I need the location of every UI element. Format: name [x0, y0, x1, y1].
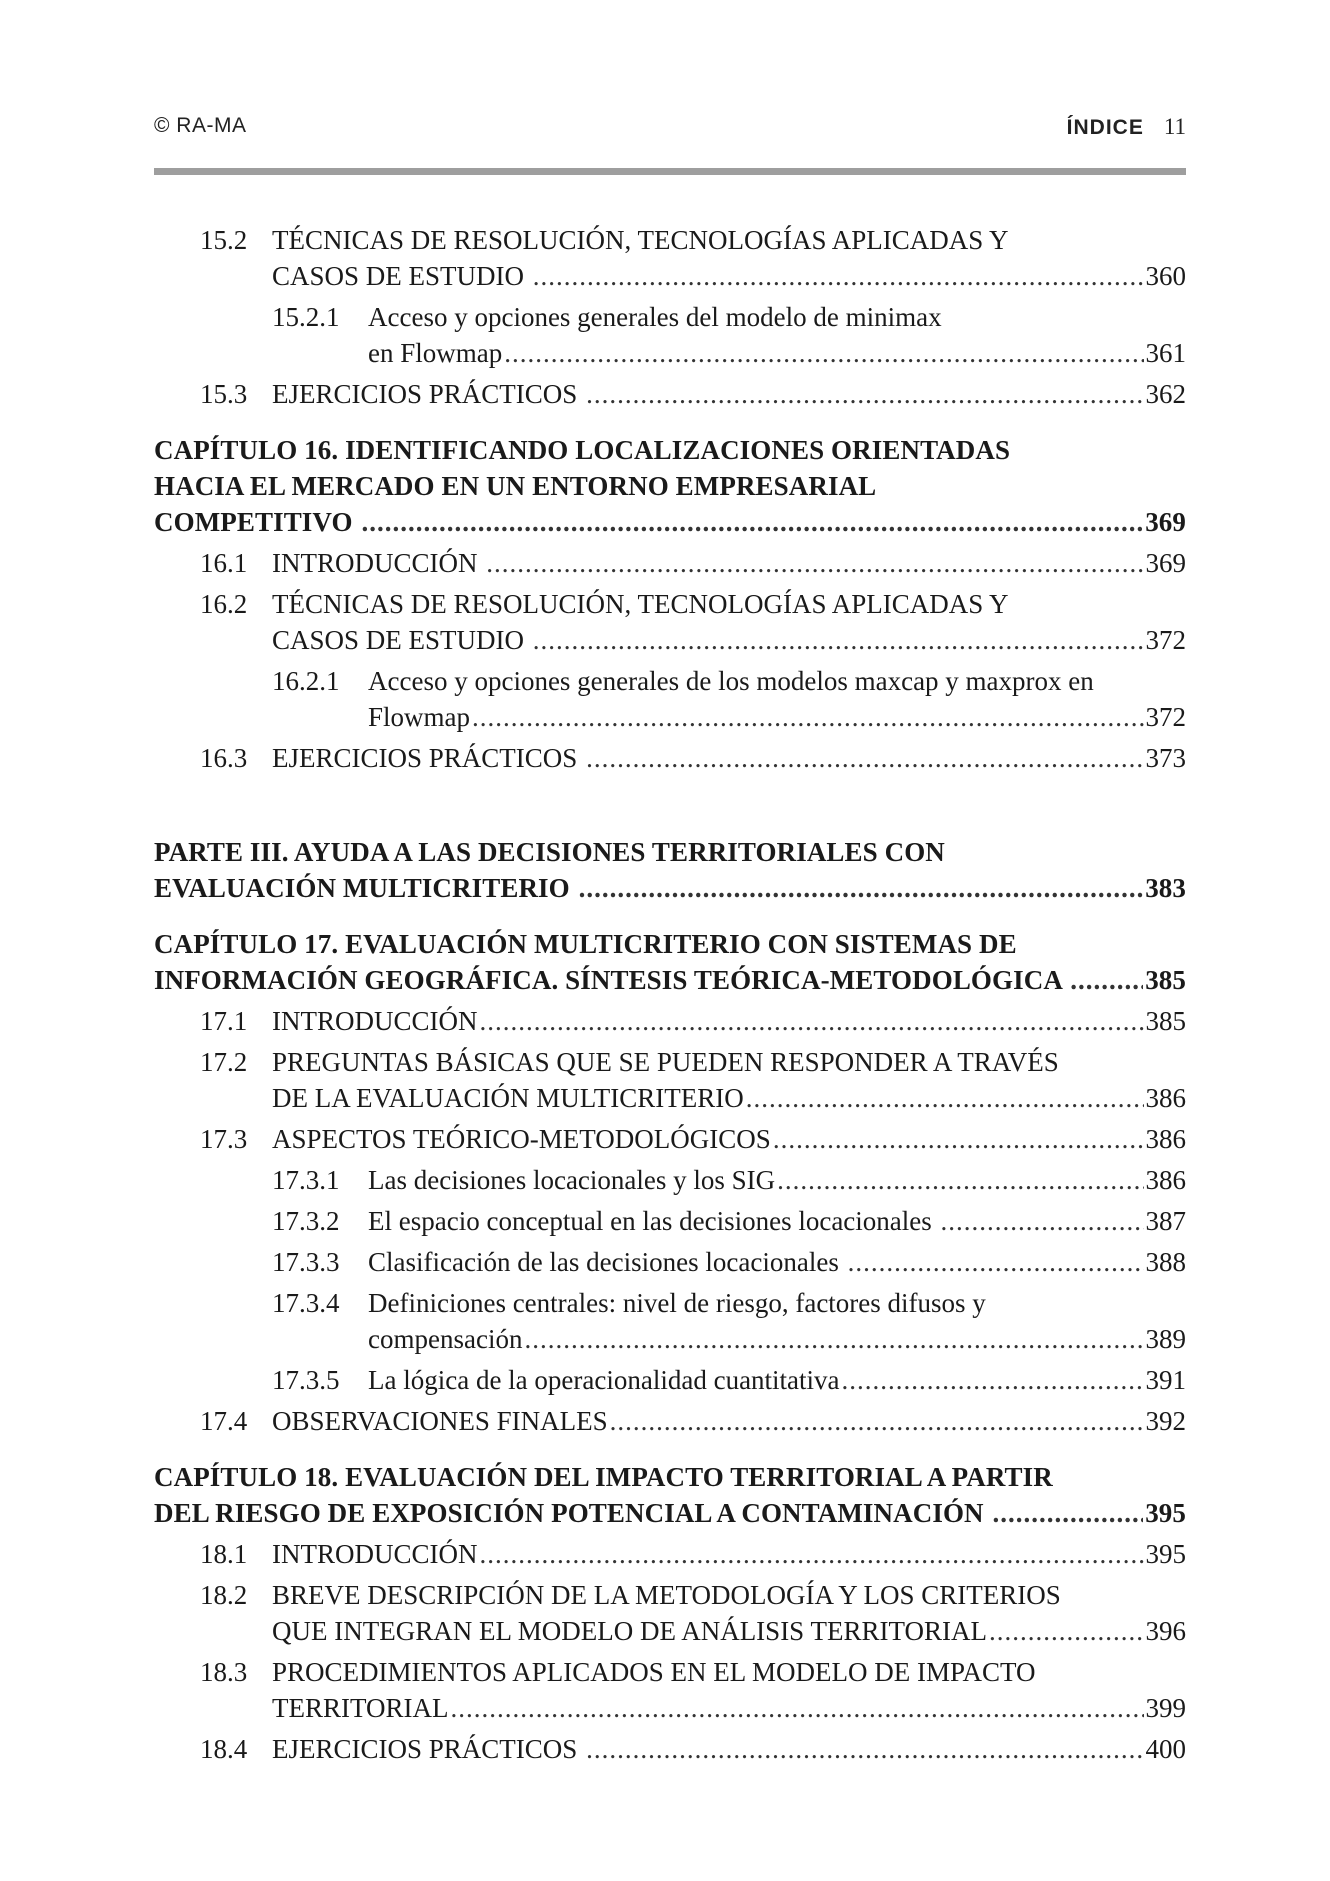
- dot-leader: [993, 1495, 1144, 1531]
- toc-entry-title: INTRODUCCIÓN: [272, 548, 485, 578]
- toc-entry-title: La lógica de la operacionalidad cuantitativa: [368, 1365, 840, 1395]
- header-right: [1067, 114, 1186, 140]
- toc-entry-leader-line: [272, 622, 1186, 658]
- toc-entry-title: EVALUACIÓN MULTICRITERIO: [154, 873, 577, 903]
- toc-entry-leader-line: [272, 1613, 1186, 1649]
- toc-page-number: 387: [1145, 1206, 1186, 1236]
- toc-page-number: 369: [1145, 548, 1186, 578]
- page-header: [154, 108, 1186, 148]
- toc-entry-title: INTRODUCCIÓN: [272, 1006, 478, 1036]
- toc-entry-leader-line: [272, 545, 1186, 581]
- toc-entry-title-line: CAPÍTULO 17. EVALUACIÓN MULTICRITERIO CON SISTEMAS DE: [154, 929, 1017, 959]
- toc-entry-number: 17.3.3: [272, 1247, 340, 1277]
- toc-entry-title: COMPETITIVO: [154, 507, 360, 537]
- dot-leader: [848, 1244, 1144, 1280]
- toc-entry-leader-line: [368, 699, 1186, 735]
- toc-page-number: 360: [1145, 261, 1186, 291]
- toc-entry-number: 16.2: [200, 589, 248, 619]
- toc-entry-title: Clasificación de las decisiones locacionales: [368, 1247, 846, 1277]
- dot-leader: [610, 1403, 1144, 1439]
- toc-page-number: 383: [1145, 873, 1186, 903]
- dot-leader: [524, 1321, 1143, 1357]
- dot-leader: [451, 1690, 1144, 1726]
- toc-entry-leader-line: [272, 1731, 1186, 1767]
- dot-leader: [480, 1536, 1144, 1572]
- toc-entry-number: 17.2: [200, 1047, 248, 1077]
- page-number: 11: [1163, 114, 1186, 139]
- toc-entry-number: 16.2.1: [272, 666, 340, 696]
- header-rule: [154, 168, 1186, 175]
- toc-page-number: 389: [1145, 1324, 1186, 1354]
- toc-entry-leader-line: [272, 1080, 1186, 1116]
- toc-page-number: 386: [1145, 1083, 1186, 1113]
- dot-leader: [472, 699, 1143, 735]
- toc-section-entry[interactable]: [154, 1003, 1186, 1039]
- toc-entry-leader-line: [272, 376, 1186, 412]
- toc-entry-title: DE LA EVALUACIÓN MULTICRITERIO: [272, 1083, 744, 1113]
- toc-entry-number: 15.2: [200, 225, 248, 255]
- toc-section-entry[interactable]: [154, 1731, 1186, 1767]
- toc-entry-title-line: TÉCNICAS DE RESOLUCIÓN, TECNOLOGÍAS APLICADAS Y: [272, 225, 1009, 255]
- toc-entry-leader-line: [272, 1536, 1186, 1572]
- dot-leader: [361, 504, 1143, 540]
- toc-page-number: 392: [1145, 1406, 1186, 1436]
- toc-page-number: 400: [1145, 1734, 1186, 1764]
- toc-entry-leader-line: [154, 870, 1186, 906]
- toc-entry-title: compensación: [368, 1324, 523, 1354]
- table-of-contents: [154, 222, 1186, 1772]
- toc-entry-leader-line: [368, 1162, 1186, 1198]
- toc-entry-title: en Flowmap: [368, 338, 503, 368]
- dot-leader: [586, 1731, 1143, 1767]
- toc-section-entry[interactable]: [154, 1044, 1186, 1116]
- toc-entry-leader-line: [368, 335, 1186, 371]
- toc-section-entry[interactable]: [154, 740, 1186, 776]
- toc-page-number: 388: [1145, 1247, 1186, 1277]
- toc-chapter-entry[interactable]: [154, 926, 1186, 998]
- toc-entry-leader-line: [154, 962, 1186, 998]
- dot-leader: [533, 258, 1144, 294]
- toc-entry-title-line: PARTE III. AYUDA A LAS DECISIONES TERRITORIALES CON: [154, 837, 945, 867]
- publisher-mark: © RA-MA: [154, 114, 247, 137]
- toc-entry-title: ASPECTOS TEÓRICO-METODOLÓGICOS: [272, 1124, 771, 1154]
- toc-subsection-entry[interactable]: [154, 1162, 1186, 1198]
- dot-leader: [504, 335, 1143, 371]
- toc-subsection-entry[interactable]: [154, 1244, 1186, 1280]
- toc-entry-leader-line: [272, 1003, 1186, 1039]
- toc-entry-title: OBSERVACIONES FINALES: [272, 1406, 608, 1436]
- toc-entry-title: CASOS DE ESTUDIO: [272, 625, 531, 655]
- toc-entry-title: EJERCICIOS PRÁCTICOS: [272, 1734, 585, 1764]
- toc-page-number: 385: [1145, 965, 1186, 995]
- toc-entry-number: 17.3.4: [272, 1288, 340, 1318]
- toc-entry-leader-line: [154, 1495, 1186, 1531]
- toc-entry-number: 17.3.2: [272, 1206, 340, 1236]
- toc-entry-number: 17.3.1: [272, 1165, 340, 1195]
- toc-chapter-entry[interactable]: [154, 1459, 1186, 1531]
- toc-entry-leader-line: [272, 740, 1186, 776]
- toc-page-number: 396: [1145, 1616, 1186, 1646]
- toc-entry-leader-line: [368, 1321, 1186, 1357]
- toc-subsection-entry[interactable]: [154, 1285, 1186, 1357]
- toc-section-entry[interactable]: [154, 222, 1186, 294]
- toc-entry-leader-line: [272, 1403, 1186, 1439]
- toc-page-number: 395: [1145, 1498, 1186, 1528]
- section-title: ÍNDICE: [1066, 116, 1144, 139]
- toc-entry-leader-line: [368, 1362, 1186, 1398]
- toc-entry-number: 18.3: [200, 1657, 248, 1687]
- toc-subsection-entry[interactable]: [154, 1203, 1186, 1239]
- toc-subsection-entry[interactable]: [154, 299, 1186, 371]
- toc-section-entry[interactable]: [154, 1403, 1186, 1439]
- toc-entry-number: 18.1: [200, 1539, 248, 1569]
- toc-entry-title: TERRITORIAL: [272, 1693, 449, 1723]
- toc-section-entry[interactable]: [154, 1536, 1186, 1572]
- toc-page-number: 399: [1145, 1693, 1186, 1723]
- toc-section-entry[interactable]: [154, 1121, 1186, 1157]
- toc-section-entry[interactable]: [154, 376, 1186, 412]
- toc-section-entry[interactable]: [154, 545, 1186, 581]
- toc-page-number: 385: [1145, 1006, 1186, 1036]
- toc-entry-title-line: PROCEDIMIENTOS APLICADOS EN EL MODELO DE IMPACTO: [272, 1657, 1036, 1687]
- toc-entry-leader-line: [272, 1121, 1186, 1157]
- toc-entry-title-line: Acceso y opciones generales del modelo de minimax: [368, 302, 942, 332]
- toc-entry-number: 15.2.1: [272, 302, 340, 332]
- toc-entry-number: 17.1: [200, 1006, 248, 1036]
- toc-entry-number: 18.2: [200, 1580, 248, 1610]
- dot-leader: [773, 1121, 1144, 1157]
- dot-leader: [586, 376, 1143, 412]
- toc-page-number: 386: [1145, 1124, 1186, 1154]
- toc-entry-number: 18.4: [200, 1734, 248, 1764]
- dot-leader: [533, 622, 1144, 658]
- toc-entry-title: DEL RIESGO DE EXPOSICIÓN POTENCIAL A CONTAMINACIÓN: [154, 1498, 991, 1528]
- toc-entry-title: CASOS DE ESTUDIO: [272, 261, 531, 291]
- toc-entry-title-line: BREVE DESCRIPCIÓN DE LA METODOLOGÍA Y LOS CRITERIOS: [272, 1580, 1061, 1610]
- toc-subsection-entry[interactable]: [154, 1362, 1186, 1398]
- toc-page-number: 386: [1145, 1165, 1186, 1195]
- dot-leader: [989, 1613, 1144, 1649]
- toc-entry-title: INTRODUCCIÓN: [272, 1539, 478, 1569]
- toc-entry-title-line: Definiciones centrales: nivel de riesgo, factores difusos y: [368, 1288, 986, 1318]
- toc-entry-number: 16.1: [200, 548, 248, 578]
- toc-entry-title-line: Acceso y opciones generales de los modelos maxcap y maxprox en: [368, 666, 1094, 696]
- toc-entry-number: 17.3.5: [272, 1365, 340, 1395]
- toc-entry-number: 17.4: [200, 1406, 248, 1436]
- toc-entry-leader-line: [272, 258, 1186, 294]
- toc-entry-leader-line: [368, 1203, 1186, 1239]
- toc-entry-title: INFORMACIÓN GEOGRÁFICA. SÍNTESIS TEÓRICA-METODOLÓGICA: [154, 965, 1069, 995]
- toc-page-number: 361: [1145, 338, 1186, 368]
- toc-entry-title: Las decisiones locacionales y los SIG: [368, 1165, 776, 1195]
- toc-chapter-entry[interactable]: [154, 834, 1186, 906]
- toc-entry-number: 17.3: [200, 1124, 248, 1154]
- toc-section-entry[interactable]: [154, 1577, 1186, 1649]
- toc-page-number: 395: [1145, 1539, 1186, 1569]
- dot-leader: [480, 1003, 1144, 1039]
- dot-leader: [586, 740, 1143, 776]
- toc-entry-title-line: TÉCNICAS DE RESOLUCIÓN, TECNOLOGÍAS APLICADAS Y: [272, 589, 1009, 619]
- toc-page-number: 362: [1145, 379, 1186, 409]
- toc-entry-leader-line: [272, 1690, 1186, 1726]
- toc-entry-number: 16.3: [200, 743, 248, 773]
- toc-entry-title: EJERCICIOS PRÁCTICOS: [272, 379, 585, 409]
- toc-entry-title: EJERCICIOS PRÁCTICOS: [272, 743, 585, 773]
- dot-leader: [1070, 962, 1143, 998]
- dot-leader: [777, 1162, 1143, 1198]
- toc-entry-title-line: CAPÍTULO 18. EVALUACIÓN DEL IMPACTO TERRITORIAL A PARTIR: [154, 1462, 1053, 1492]
- dot-leader: [746, 1080, 1144, 1116]
- toc-section-entry[interactable]: [154, 1654, 1186, 1726]
- toc-page-number: 369: [1145, 507, 1186, 537]
- dot-leader: [842, 1362, 1144, 1398]
- toc-entry-leader-line: [154, 504, 1186, 540]
- toc-entry-number: 15.3: [200, 379, 248, 409]
- dot-leader: [941, 1203, 1144, 1239]
- toc-section-entry[interactable]: [154, 586, 1186, 658]
- dot-leader: [579, 870, 1144, 906]
- toc-page-number: 372: [1145, 702, 1186, 732]
- toc-entry-title-line: CAPÍTULO 16. IDENTIFICANDO LOCALIZACIONES ORIENTADAS: [154, 435, 1011, 465]
- toc-entry-title: Flowmap: [368, 702, 471, 732]
- toc-entry-title: QUE INTEGRAN EL MODELO DE ANÁLISIS TERRITORIAL: [272, 1616, 987, 1646]
- toc-entry-leader-line: [368, 1244, 1186, 1280]
- toc-entry-title: El espacio conceptual en las decisiones locacionales: [368, 1206, 939, 1236]
- toc-entry-title-line: HACIA EL MERCADO EN UN ENTORNO EMPRESARIAL: [154, 471, 877, 501]
- toc-chapter-entry[interactable]: [154, 432, 1186, 540]
- toc-entry-title-line: PREGUNTAS BÁSICAS QUE SE PUEDEN RESPONDER A TRAVÉS: [272, 1047, 1059, 1077]
- toc-subsection-entry[interactable]: [154, 663, 1186, 735]
- toc-page-number: 391: [1145, 1365, 1186, 1395]
- dot-leader: [486, 545, 1143, 581]
- toc-page-number: 372: [1145, 625, 1186, 655]
- toc-page-number: 373: [1145, 743, 1186, 773]
